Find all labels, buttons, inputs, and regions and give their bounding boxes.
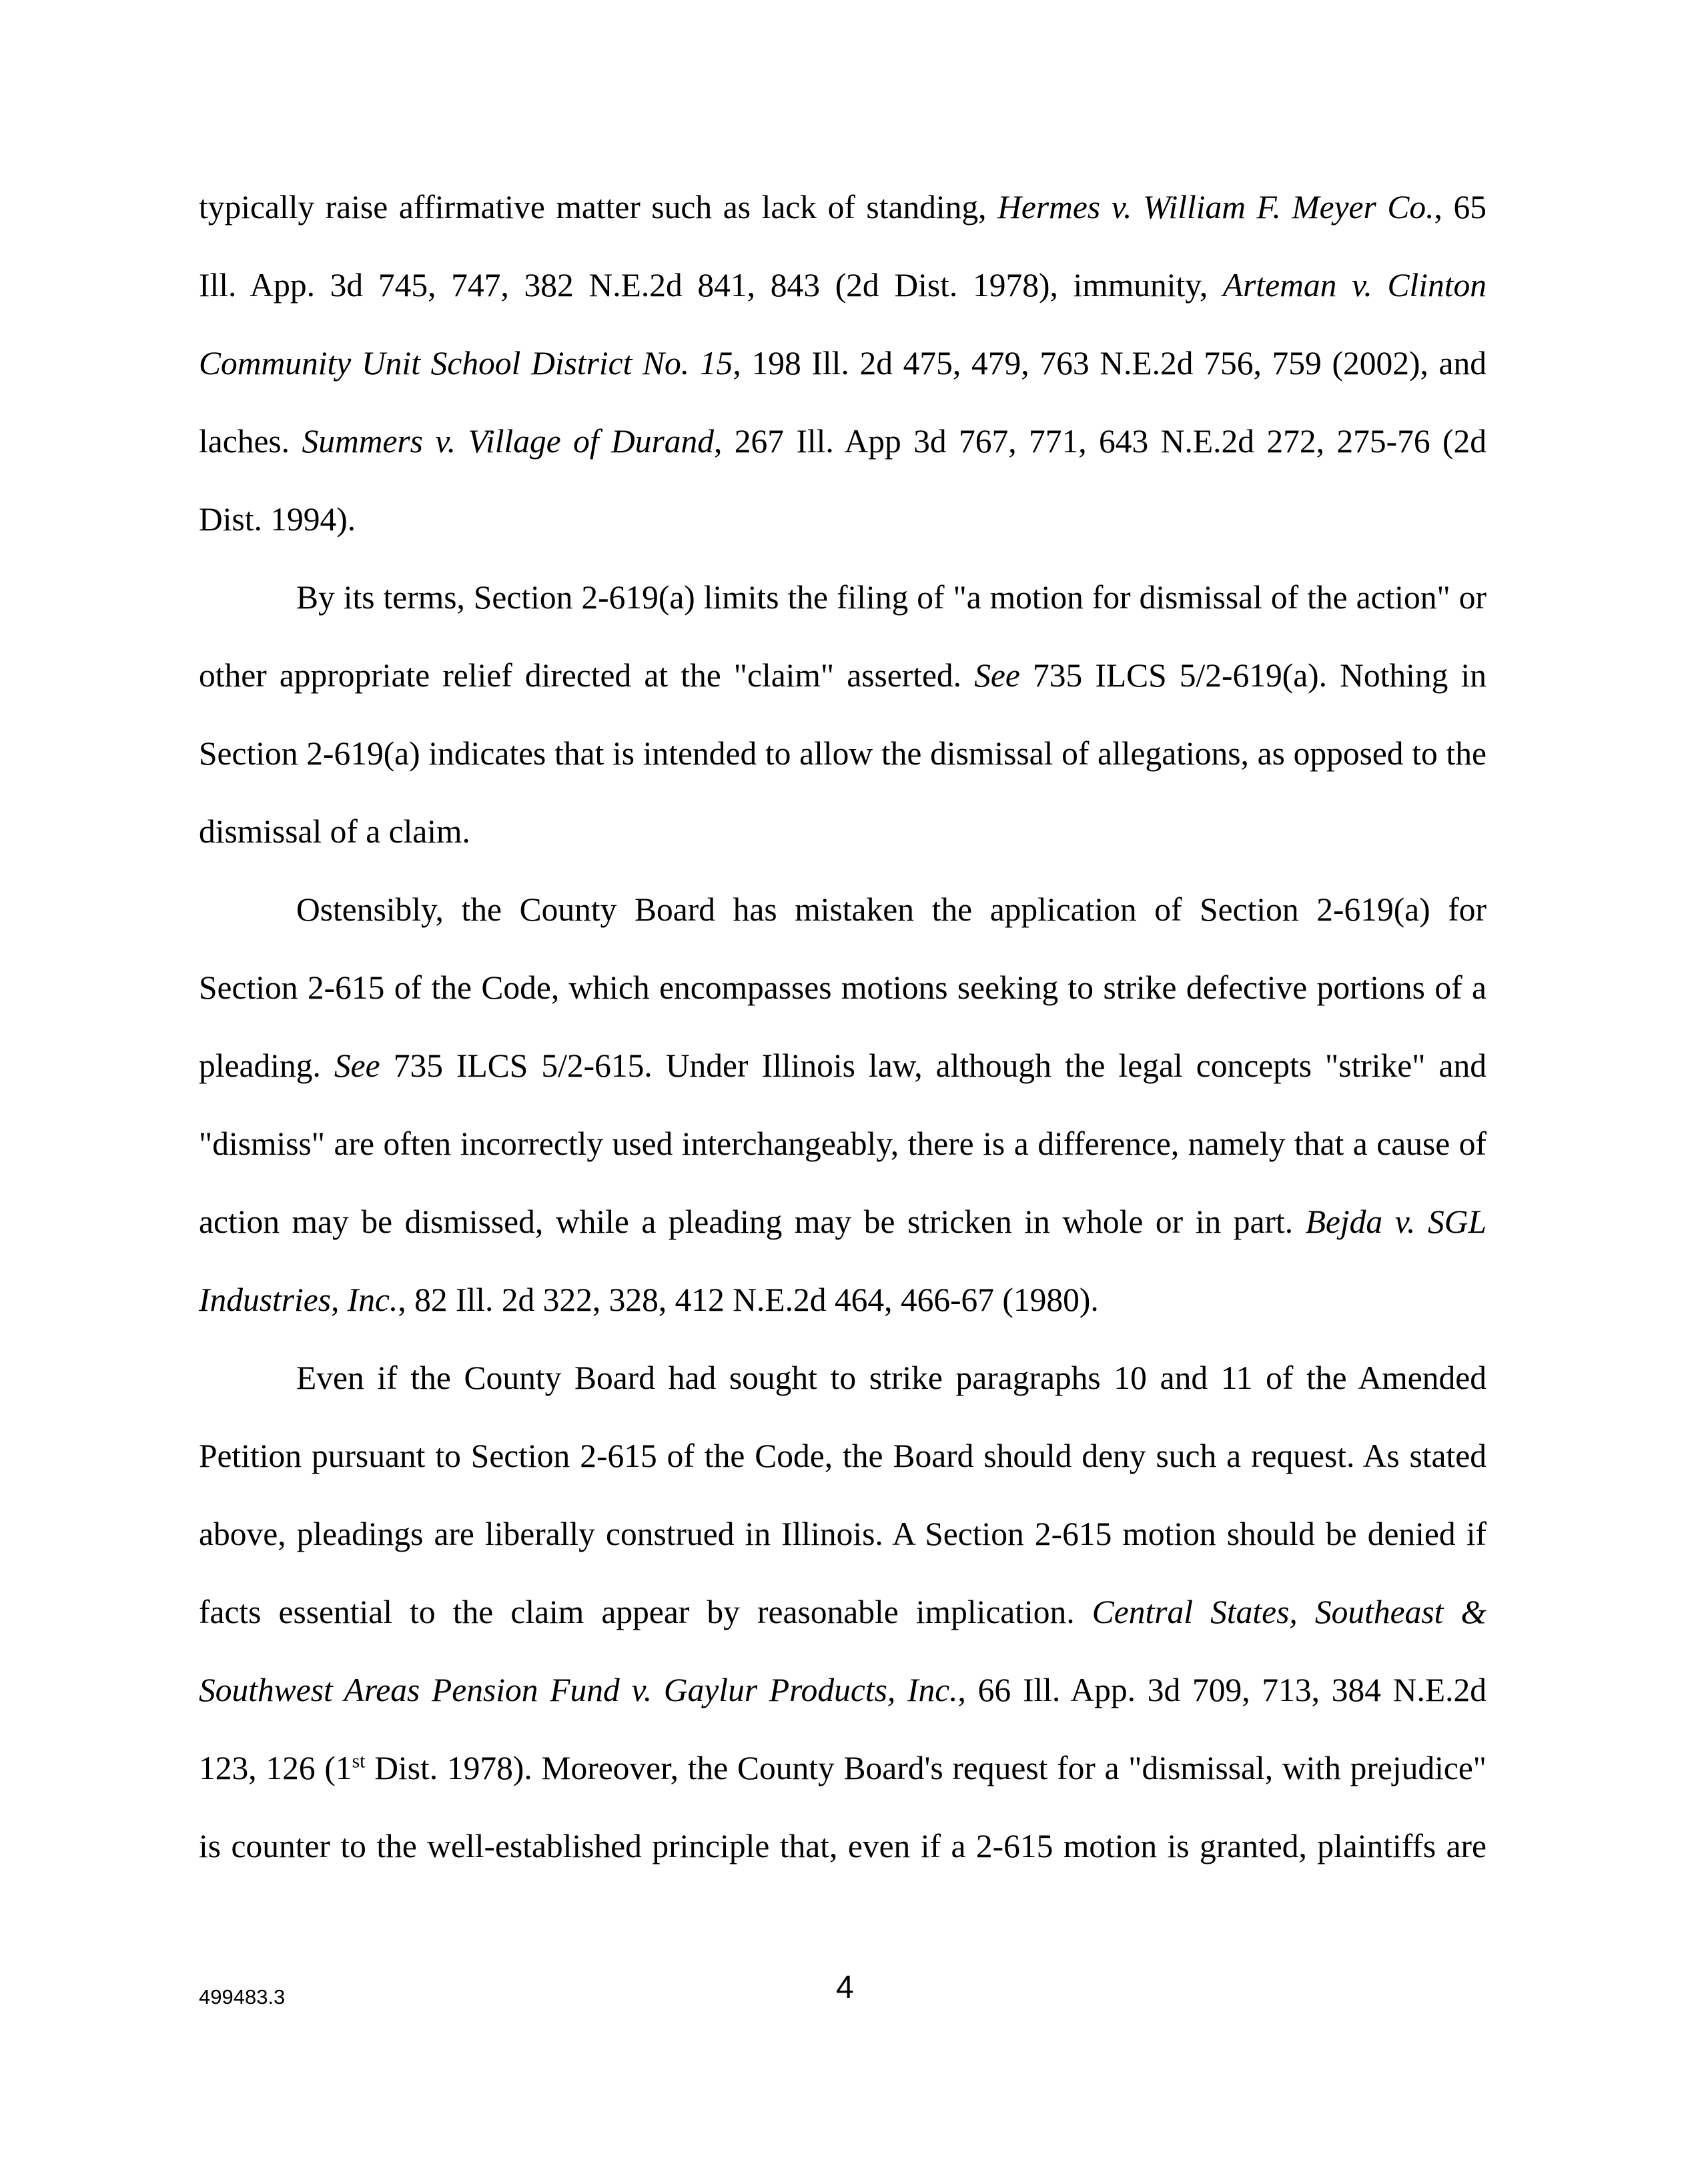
body-text — [199, 168, 1486, 1885]
case-citation: Bejda v. SGL Industries, Inc. — [199, 1203, 1486, 1318]
page-number: 4 — [836, 1970, 854, 2005]
text-run: 735 ILCS 5/2-619(a). Nothing in Section 2-619(a) indicates that is intended to allow the dismissal of allegations, as opposed to the dismissal of a claim. — [199, 657, 1487, 850]
case-citation: Summers v. Village of Durand — [302, 423, 715, 460]
superscript-text: st — [352, 1750, 366, 1772]
paragraph — [199, 871, 1486, 1339]
footer-document-id: 499483.3 — [199, 1985, 286, 2009]
case-citation: See — [974, 657, 1020, 694]
paragraph — [199, 1339, 1486, 1885]
paragraph — [199, 558, 1486, 871]
text-run: Dist. 1978). Moreover, the County Board's request for a "dismissal, with prejudice" is counter to the well-established principle that, even if a 2-615 motion is granted, plaintiffs are — [199, 1750, 1487, 1864]
text-run: , 267 Ill. App 3d 767, 771, 643 N.E.2d 272, 275-76 (2d Dist. 1994). — [199, 423, 1486, 538]
text-run: typically raise affirmative matter such as lack of standing, — [199, 189, 998, 225]
text-run: By its terms, Section 2-619(a) limits the filing of "a motion for dismissal of the action" or other appropriate relief directed at the "claim" asserted. — [199, 579, 1486, 694]
text-run: Even if the County Board had sought to strike paragraphs 10 and 11 of the Amended Petition pursuant to Section 2-615 of the Code, the Board should deny such a request. As stated above, pleadings are liberally construed in Illinois. A Section 2-615 motion should be denied if facts essential to the claim appear by reasonable implication. — [199, 1360, 1486, 1630]
text-run: Ostensibly, the County Board has mistaken the application of Section 2-619(a) for Section 2-615 of the Code, which encompasses motions seeking to strike defective portions of a pleading. — [199, 891, 1486, 1084]
text-run: 735 ILCS 5/2-615. Under Illinois law, although the legal concepts "strike" and "dismiss" are often incorrectly used interchangeably, there is a difference, namely that a cause of action may be dismissed, while a pleading may be stricken in whole or in part. — [199, 1047, 1486, 1240]
text-run: , 82 Ill. 2d 322, 328, 412 N.E.2d 464, 466-67 (1980). — [398, 1281, 1099, 1318]
paragraph — [199, 168, 1486, 558]
case-citation: Central States, Southeast & Southwest Areas Pension Fund v. Gaylur Products, Inc. — [199, 1594, 1486, 1708]
text-run: , 198 Ill. 2d 475, 479, 763 N.E.2d 756, 759 (2002), and laches. — [199, 345, 1486, 460]
case-citation: Hermes v. William F. Meyer Co. — [997, 189, 1434, 225]
case-citation: See — [334, 1047, 380, 1084]
case-citation: Arteman v. Clinton Community Unit School District No. 15 — [199, 267, 1486, 382]
text-run: , 65 Ill. App. 3d 745, 747, 382 N.E.2d 841, 843 (2d Dist. 1978), immunity, — [199, 189, 1486, 304]
text-run: , 66 Ill. App. 3d 709, 713, 384 N.E.2d 123, 126 (1 — [199, 1672, 1486, 1786]
